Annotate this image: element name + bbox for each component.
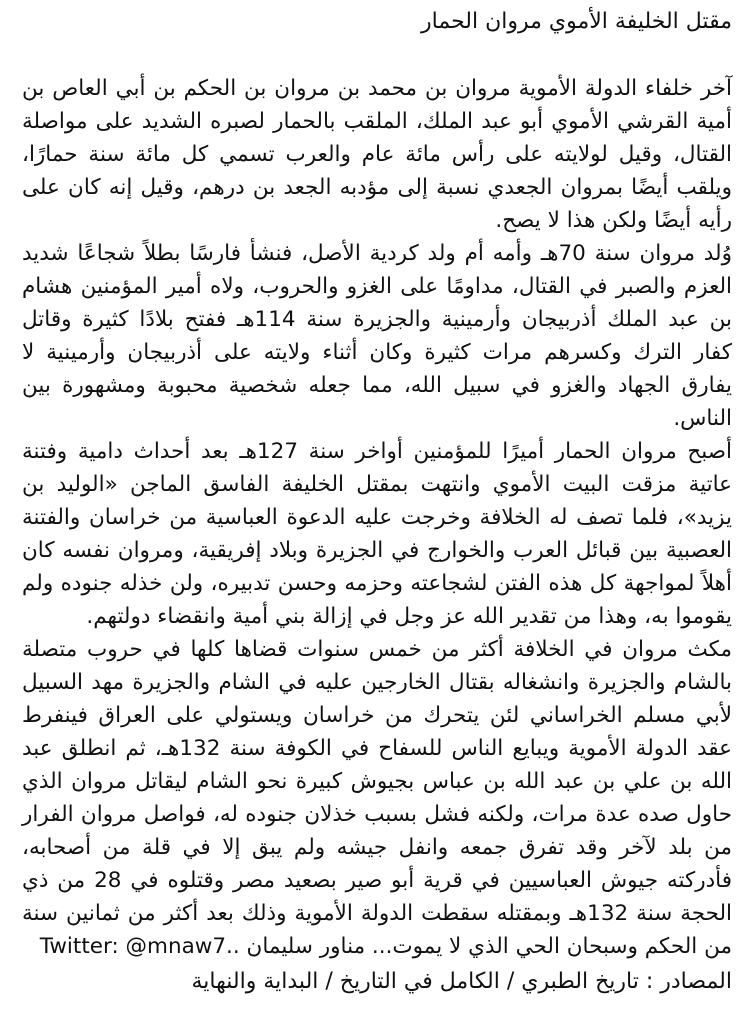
paragraph-birth: وُلد مروان سنة 70هـ وأمه أم ولد كردية الأصل، فنشأ فارسًا بطلاً شجاعًا شديد العزم والصبر في القتال، مداومًا على الغزو والحروب، ولاه أمير المؤمنين هشام بن عبد الملك أذربيجان وأرمينية والجزيرة سنة 114هـ ففتح بلادًا كثيرة وقاتل كفار الترك وكسرهم مرات كثيرة وكان أثناء ولايته على أذربيجان وأرمينية لا يفارق الجهاد والغزو في سبيل الله، مما جعله شخصية محبوبة ومشهورة بين الناس.: [22, 241, 733, 431]
paragraph-caliphate: أصبح مروان الحمار أميرًا للمؤمنين أواخر سنة 127هـ بعد أحداث دامية وفتنة عاتية مزقت البيت الأموي وانتهت بمقتل الخليفة الفاسق الماجن «الوليد بن يزيد»، فلما تصف له الخلافة وخرجت عليه الدعوة العباسية من خراسان والفتنة العصبية بين قبائل العرب والخوارج في الجزيرة وبلاد إفريقية، ومروان نفسه كان أهلاً لمواجهة كل هذه الفتن لشجاعته وحزمه وحسن تدبيره، ولن خذله جنوده ولم يقوموا به، وهذا من تقدير الله عز وجل في إزالة بني أمية وانقضاء دولتهم.: [22, 439, 732, 629]
paragraph-intro: آخر خلفاء الدولة الأموية مروان بن محمد بن مروان بن الحكم بن أبي العاص بن أمية القرشي الأموي أبو عبد الملك، الملقب بالحمار لصبره الشديد على مواصلة القتال، وقيل لولايته على رأس مائة عام والعرب تسمي كل مائة سنة حمارًا، ويلقب أيضًا بمروان الجعدي نسبة إلى مؤدبه الجعد بن درهم، وقيل إنه كان على رأيه أيضًا ولكن هذا لا يصح.: [22, 76, 732, 233]
article-body: [22, 72, 732, 963]
article-title: مقتل الخليفة الأموي مروان الحمار: [421, 9, 732, 34]
sources-line: المصادر : تاريخ الطبري / الكامل في التاريخ / البداية والنهاية: [191, 969, 732, 994]
paragraph-death: [22, 633, 732, 963]
author-signature: مناور سليمان ..Twitter: @mnaw7: [39, 934, 366, 959]
paragraph-death-text: مكث مروان في الخلافة أكثر من خمس سنوات قضاها كلها في حروب متصلة بالشام والجزيرة وانشغاله بقتال الخارجين عليه في الشام والجزيرة مهد السبيل لأبي مسلم الخراساني لئن يتحرك من خراسان ويستولي على العراق فينفرط عقد الدولة الأموية ويبايع الناس للسفاح في الكوفة سنة 132هـ، ثم انطلق عبد الله بن علي بن عبد الله بن عباس بجيوش كبيرة نحو الشام ليقاتل مروان الذي حاول صده عدة مرات، ولكنه فشل بسبب خذلان جنوده له، فواصل مروان الفرار من بلد لآخر وقد تفرق جمعه وانفل جيشه ولم يبق إلا في قلة من أصحابه، فأدركته جيوش العباسيين في قرية أبو صير بصعيد مصر وقتلوه في 28 من ذي الحجة سنة 132هـ وبمقتله سقطت الدولة الأموية وذلك بعد أكثر من ثمانين سنة من الحكم وسبحان الحي الذي لا يموت...: [22, 637, 733, 959]
